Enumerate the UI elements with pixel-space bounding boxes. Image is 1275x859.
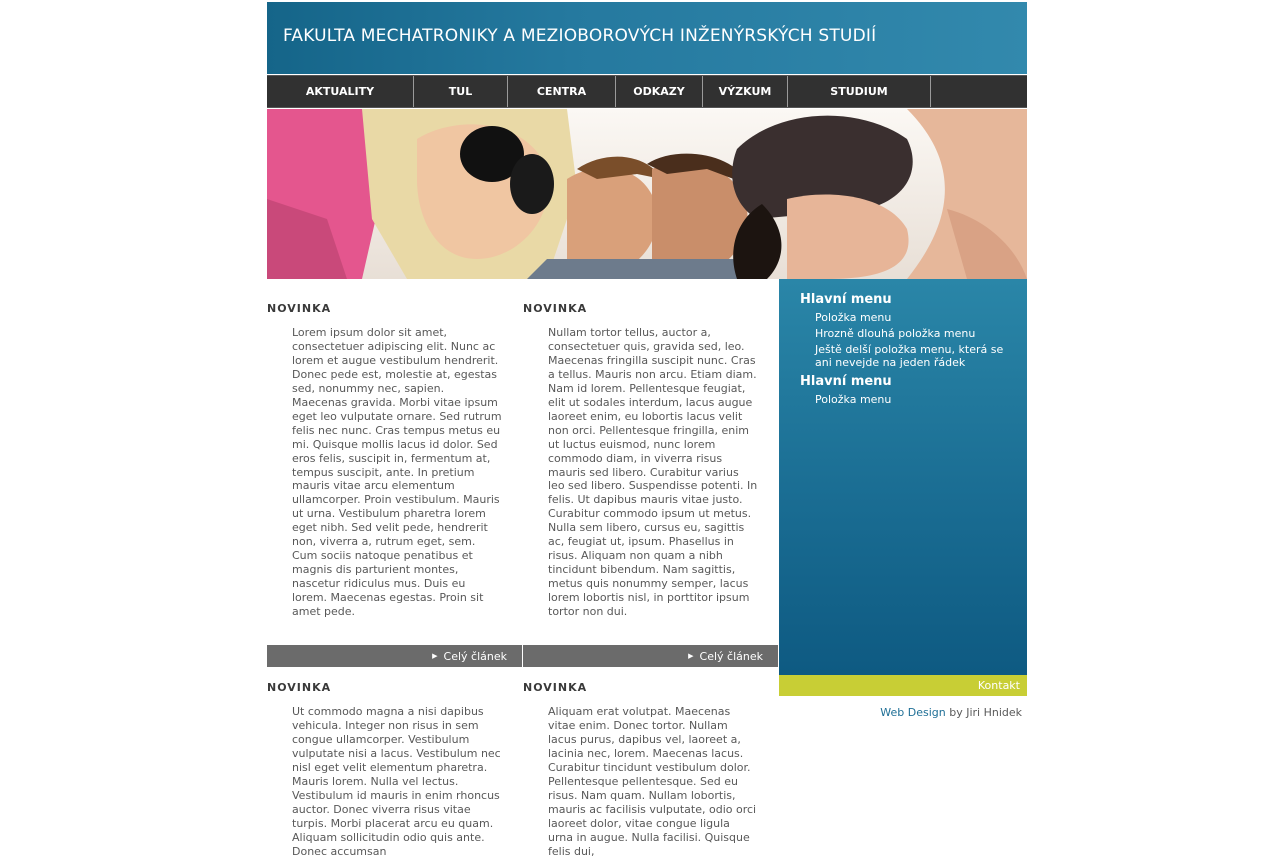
read-more-label: Celý článek <box>699 649 763 663</box>
nav-filler <box>931 76 1027 107</box>
main-nav <box>267 75 1027 108</box>
nav-item-studium[interactable]: STUDIUM <box>788 76 931 107</box>
sidebar-menu-item[interactable]: Položka menu <box>815 393 892 406</box>
article-3 <box>267 681 522 858</box>
sidebar-menu-heading: Hlavní menu <box>800 292 892 307</box>
read-more-button[interactable] <box>267 645 522 667</box>
sidebar-menu-list <box>815 393 1010 406</box>
article-2 <box>523 302 778 619</box>
contact-link[interactable]: Kontakt <box>779 675 1027 696</box>
footer-credit <box>779 706 1022 719</box>
article-body: Lorem ipsum dolor sit amet, consectetuer adipiscing elit. Nunc ac lorem et augue vestibulum hendrerit. Donec pede est, molestie at, egestas sed, nonummy nec, sapien. Maecenas gravida. Morbi vitae ipsum eget leo vulputate ornare. Sed rutrum felis nec nunc. Cras tempus metus eu mi. Quisque mollis lacus id dolor. Sed eros felis, suscipit in, fermentum at, tempus suscipit, ante. In pretium mauris vitae arcu elementum ullamcorper. Proin vestibulum. Mauris ut urna. Vestibulum pharetra lorem eget nibh. Sed velit pede, hendrerit non, viverra a, rutrum eget, sem. Cum sociis natoque penatibus et magnis dis parturient montes, nascetur ridiculus mus. Duis eu lorem. Maecenas egestas. Proin sit amet pede. <box>292 326 502 619</box>
site-header <box>267 2 1027 74</box>
banner-photo <box>267 109 1027 279</box>
content-area <box>267 279 1027 859</box>
nav-item-aktuality[interactable]: AKTUALITY <box>267 76 414 107</box>
read-more-label: Celý článek <box>443 649 507 663</box>
read-more-button[interactable] <box>523 645 778 667</box>
article-heading: NOVINKA <box>267 681 332 694</box>
web-design-link[interactable]: Web Design <box>880 706 946 719</box>
nav-item-odkazy[interactable]: ODKAZY <box>616 76 703 107</box>
article-body: Ut commodo magna a nisi dapibus vehicula. Integer non risus in sem congue ullamcorper. Vestibulum vulputate nisi a lacus. Vestibulum nec nisl eget velit elementum pharetra. Mauris lorem. Nulla vel lectus. Vestibulum id mauris in enim rhoncus auctor. Donec viverra risus vitae turpis. Morbi placerat arcu eu quam. Aliquam sollicitudin odio quis ante. Donec accumsan <box>292 705 501 858</box>
arrow-right-icon: ▶ <box>432 652 438 660</box>
nav-item-centra[interactable]: CENTRA <box>508 76 616 107</box>
nav-item-vyzkum[interactable]: VÝZKUM <box>703 76 788 107</box>
sidebar <box>779 279 1027 675</box>
credit-author: by Jiri Hnidek <box>945 706 1022 719</box>
page <box>267 2 1027 859</box>
article-1 <box>267 302 522 619</box>
arrow-right-icon: ▶ <box>688 652 694 660</box>
sidebar-menu-heading: Hlavní menu <box>800 374 892 389</box>
article-heading: NOVINKA <box>523 681 588 694</box>
article-4 <box>523 681 778 858</box>
site-title: FAKULTA MECHATRONIKY A MEZIOBOROVÝCH INŽENÝRSKÝCH STUDIÍ <box>283 26 877 46</box>
nav-item-tul[interactable]: TUL <box>414 76 508 107</box>
sidebar-menu-item[interactable]: Hrozně dlouhá položka menu <box>815 327 976 340</box>
article-body: Nullam tortor tellus, auctor a, consectetuer quis, gravida sed, leo. Maecenas fringilla suscipit nunc. Cras a tellus. Mauris non arcu. Etiam diam. Nam id lorem. Pellentesque feugiat, elit ut sodales interdum, lacus augue laoreet enim, eu lobortis lacus velit non orci. Pellentesque fringilla, enim ut luctus euismod, nunc lorem commodo diam, in viverra risus mauris sed libero. Curabitur varius leo sed libero. Suspendisse potenti. In felis. Ut dapibus mauris vitae justo. Curabitur commodo ipsum ut metus. Nulla sem libero, cursus eu, sagittis ac, feugiat ut, ipsum. Phasellus in risus. Aliquam non quam a nibh tincidunt bibendum. Nam sagittis, metus quis nonummy semper, lacus lorem lobortis nisl, in porttitor ipsum tortor non dui. <box>548 326 758 619</box>
article-heading: NOVINKA <box>523 302 588 315</box>
sidebar-menu-item[interactable]: Ještě delší položka menu, která se ani nevejde na jeden řádek <box>815 343 1004 369</box>
article-heading: NOVINKA <box>267 302 332 315</box>
banner-illustration <box>267 109 1027 279</box>
sidebar-menu-list <box>815 311 1010 369</box>
sidebar-menu-item[interactable]: Položka menu <box>815 311 892 324</box>
article-body: Aliquam erat volutpat. Maecenas vitae enim. Donec tortor. Nullam lacus purus, dapibus vel, laoreet a, lacinia nec, lorem. Maecenas lacus. Curabitur tincidunt vestibulum dolor. Pellentesque pellentesque. Sed eu risus. Nam quam. Nullam lobortis, mauris ac facilisis vulputate, odio orci laoreet dolor, vitae congue ligula urna in augue. Nulla facilisi. Quisque felis dui, <box>548 705 757 858</box>
